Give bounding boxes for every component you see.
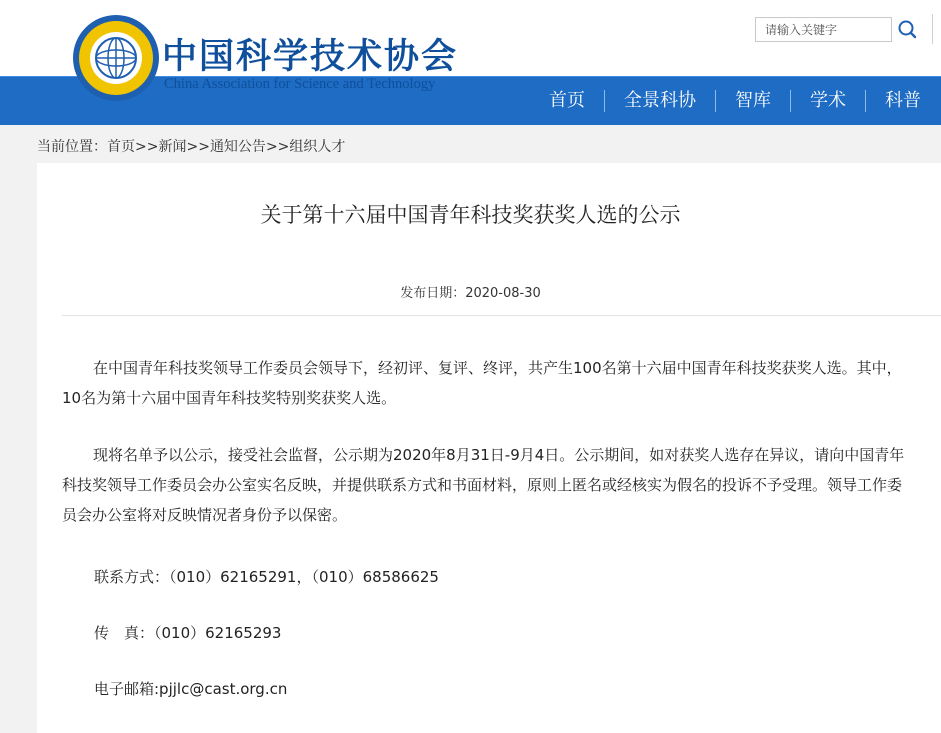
nav-item-academic[interactable]: 学术: [810, 90, 846, 111]
breadcrumb-separator: >>: [135, 139, 159, 155]
publish-date: 发布日期：2020-08-30: [400, 286, 541, 301]
title-divider: [62, 315, 941, 316]
search-box: [755, 17, 892, 42]
breadcrumb: [37, 136, 345, 156]
contact-phones: 联系方式：（010）62165291，（010）68586625: [94, 568, 439, 586]
article-title: 关于第十六届中国青年科技奖获奖人选的公示: [260, 203, 681, 227]
contact-fax: 传 真：（010）62165293: [94, 624, 282, 642]
breadcrumb-prefix: 当前位置：: [37, 139, 107, 155]
breadcrumb-separator: >>: [186, 139, 210, 155]
header-divider: [932, 14, 933, 44]
breadcrumb-notices[interactable]: 通知公告: [209, 139, 266, 155]
nav-item-think-tank[interactable]: 智库: [735, 90, 771, 111]
breadcrumb-home[interactable]: 首页: [107, 139, 135, 155]
breadcrumb-news[interactable]: 新闻: [158, 139, 187, 155]
search-icon[interactable]: [893, 17, 921, 42]
cast-emblem-icon[interactable]: [72, 14, 160, 102]
nav-item-home[interactable]: 首页: [549, 90, 585, 111]
breadcrumb-talent[interactable]: 组织人才: [289, 139, 346, 155]
logo-chinese-name[interactable]: 中国科学技术协会: [162, 36, 459, 77]
main-nav: [530, 76, 940, 125]
breadcrumb-separator: >>: [265, 139, 290, 155]
logo-english-name[interactable]: China Association for Science and Technology: [164, 76, 436, 92]
contact-email: 电子邮箱:pjjlc@cast.org.cn: [94, 680, 288, 698]
article-paragraph: 在中国青年科技奖领导工作委员会领导下，经初评、复评、终评，共产生100名第十六届中国青年科技奖获奖人选。其中，10名为第十六届中国青年科技奖特别奖获奖人选。: [62, 359, 902, 407]
nav-item-overview[interactable]: 全景科协: [624, 90, 696, 111]
search-input[interactable]: [756, 18, 866, 41]
nav-item-popular-science[interactable]: 科普: [885, 90, 921, 111]
site-header: [0, 0, 941, 125]
article-paragraph: 现将名单予以公示，接受社会监督，公示期为2020年8月31日-9月4日。公示期间，如对获奖人选存在异议，请向中国青年科技奖领导工作委员会办公室实名反映，并提供联系方式和书面材料，原则上匿名或经核实为假名的投诉不予受理。领导工作委员会办公室将对反映情况者身份予以保密。: [62, 446, 905, 524]
